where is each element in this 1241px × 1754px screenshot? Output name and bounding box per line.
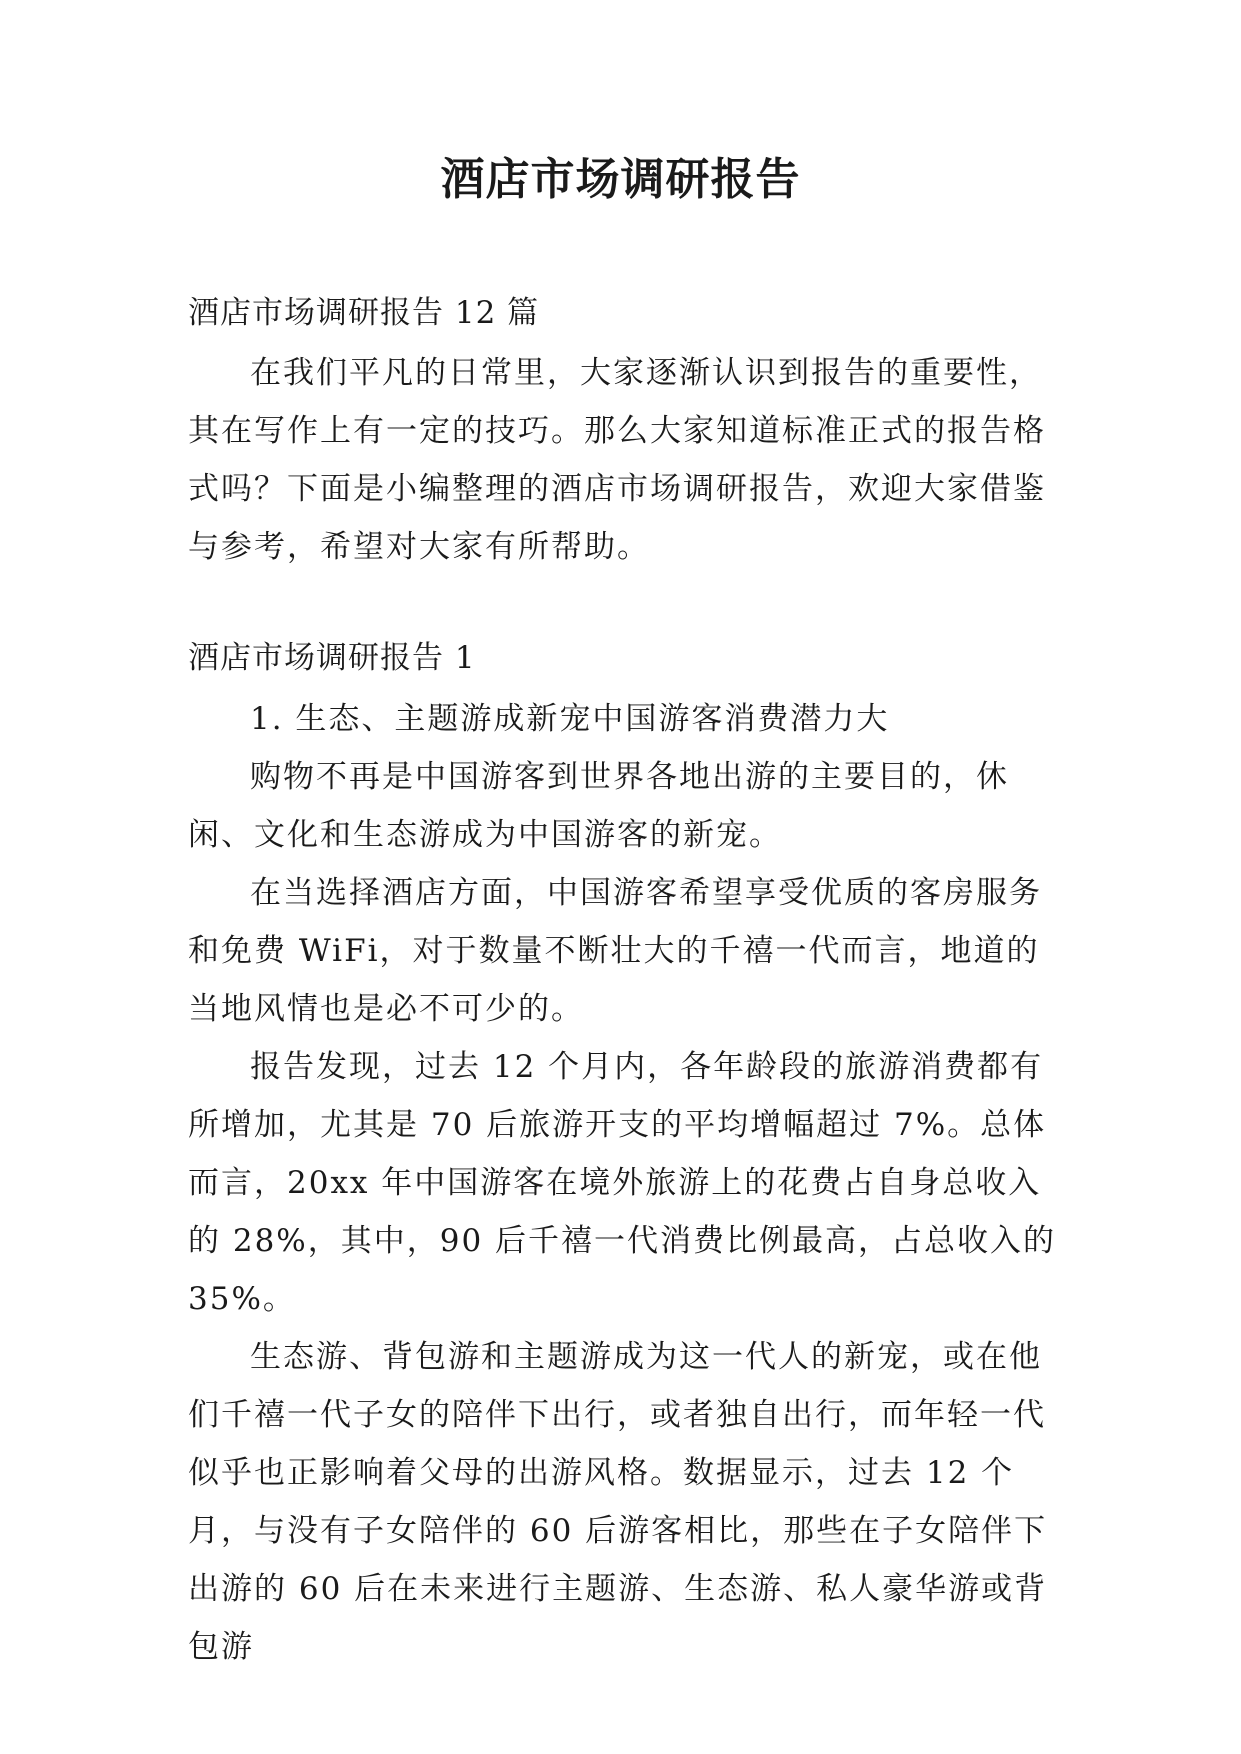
body-paragraph: 生态游、背包游和主题游成为这一代人的新宠，或在他们千禧一代子女的陪伴下出行，或者独自出行，而年轻一代似乎也正影响着父母的出游风格。数据显示，过去 12 个月，与没有子女陪伴的 60 后游客相比，那些在子女陪伴下出游的 60 后在未来进行主题游、生态游、私人豪华游或背包游 bbox=[188, 1339, 1048, 1665]
intro-text: 在我们平凡的日常里，大家逐渐认识到报告的重要性，其在写作上有一定的技巧。那么大家知道标准正式的报告格式吗？下面是小编整理的酒店市场调研报告，欢迎大家借鉴与参考，希望对大家有所帮助。 bbox=[188, 355, 1046, 565]
document-subtitle: 酒店市场调研报告 12 篇 bbox=[188, 295, 540, 331]
document-title: 酒店市场调研报告 bbox=[440, 154, 801, 205]
body-paragraph-heading: 1. 生态、主题游成新宠中国游客消费潜力大 bbox=[250, 701, 890, 737]
section-title: 酒店市场调研报告 1 bbox=[188, 640, 476, 676]
body-paragraph: 报告发现，过去 12 个月内，各年龄段的旅游消费都有所增加，尤其是 70 后旅游开支的平均增幅超过 7%。总体而言，20xx 年中国游客在境外旅游上的花费占自身总收入的 28%，其中，90 后千禧一代消费比例最高，占总收入的 35%。 bbox=[188, 1049, 1057, 1317]
body-paragraph: 购物不再是中国游客到世界各地出游的主要目的，休闲、文化和生态游成为中国游客的新宠。 bbox=[188, 759, 1009, 853]
section-body bbox=[188, 690, 1068, 1676]
body-paragraph: 在当选择酒店方面，中国游客希望享受优质的客房服务和免费 WiFi，对于数量不断壮大的千禧一代而言，地道的当地风情也是必不可少的。 bbox=[188, 875, 1042, 1027]
intro-paragraph bbox=[188, 344, 1068, 576]
